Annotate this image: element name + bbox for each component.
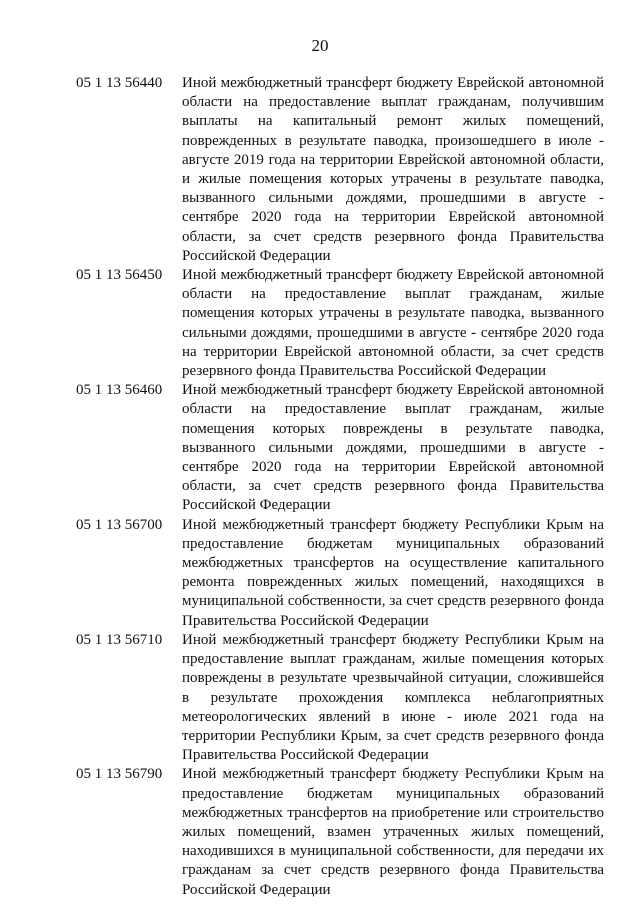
budget-code: 05 1 13 56790 (76, 766, 163, 783)
list-item (76, 516, 608, 631)
list-item (76, 765, 608, 899)
budget-code-description: Иной межбюджетный трансферт бюджету Республики Крым на предоставление бюджетам муниципальных образований межбюджетных трансфертов на осуществление капитального ремонта поврежденных жилых помещений, находящихся в муниципальной собственности, за счет средств резервного фонда Правительства Российской Федерации (182, 516, 604, 629)
list-item (76, 266, 608, 381)
list-item (76, 631, 608, 765)
budget-code-description: Иной межбюджетный трансферт бюджету Республики Крым на предоставление бюджетам муниципальных образований межбюджетных трансфертов на приобретение или строительство жилых помещений, взамен утраченных жилых помещений, находившихся в муниципальной собственности, для передачи их гражданам за счет средств резервного фонда Правительства Российской Федерации (182, 766, 604, 898)
budget-code: 05 1 13 56710 (76, 631, 163, 648)
budget-code: 05 1 13 56450 (76, 267, 163, 284)
budget-code: 05 1 13 56700 (76, 516, 163, 533)
budget-code-description: Иной межбюджетный трансферт бюджету Еврейской автономной области на предоставление выплат гражданам, жилые помещения которых повреждены в результате паводка, вызванного сильными дождями, прошедшими в августе - сентябре 2020 года на территории Еврейской автономной области, за счет средств резервного фонда Правительства Российской Федерации (182, 382, 604, 514)
budget-code-description: Иной межбюджетный трансферт бюджету Еврейской автономной области на предоставление выплат гражданам, получившим выплаты на капитальный ремонт жилых помещений, поврежденных в результате паводка, произошедшего в июле - августе 2019 года на территории Еврейской автономной области, и жилые помещения которых утрачены в результате паводка, вызванного сильными дождями, прошедшими в августе - сентябре 2020 года на территории Еврейской автономной области, за счет средств резервного фонда Правительства Российской Федерации (182, 75, 604, 264)
budget-code: 05 1 13 56440 (76, 75, 163, 91)
budget-code-description: Иной межбюджетный трансферт бюджету Республики Крым на предоставление выплат гражданам, жилые помещения которых повреждены в результате чрезвычайной ситуации, сложившейся в результате прохождения комплекса неблагоприятных метеорологических явлений в июне - июле 2021 года на территории Республики Крым, за счет средств резервного фонда Правительства Российской Федерации (182, 631, 604, 764)
budget-code-list (76, 74, 608, 900)
budget-code-description: Иной межбюджетный трансферт бюджету Еврейской автономной области на предоставление выплат гражданам, жилые помещения которых утрачены в результате паводка, вызванного сильными дождями, прошедшими в августе - сентябре 2020 года на территории Еврейской автономной области, за счет средств резервного фонда Правительства Российской Федерации (182, 267, 604, 380)
list-item (76, 74, 608, 266)
list-item (76, 381, 608, 515)
budget-code: 05 1 13 56460 (76, 382, 163, 399)
page-number: 20 (311, 36, 329, 55)
